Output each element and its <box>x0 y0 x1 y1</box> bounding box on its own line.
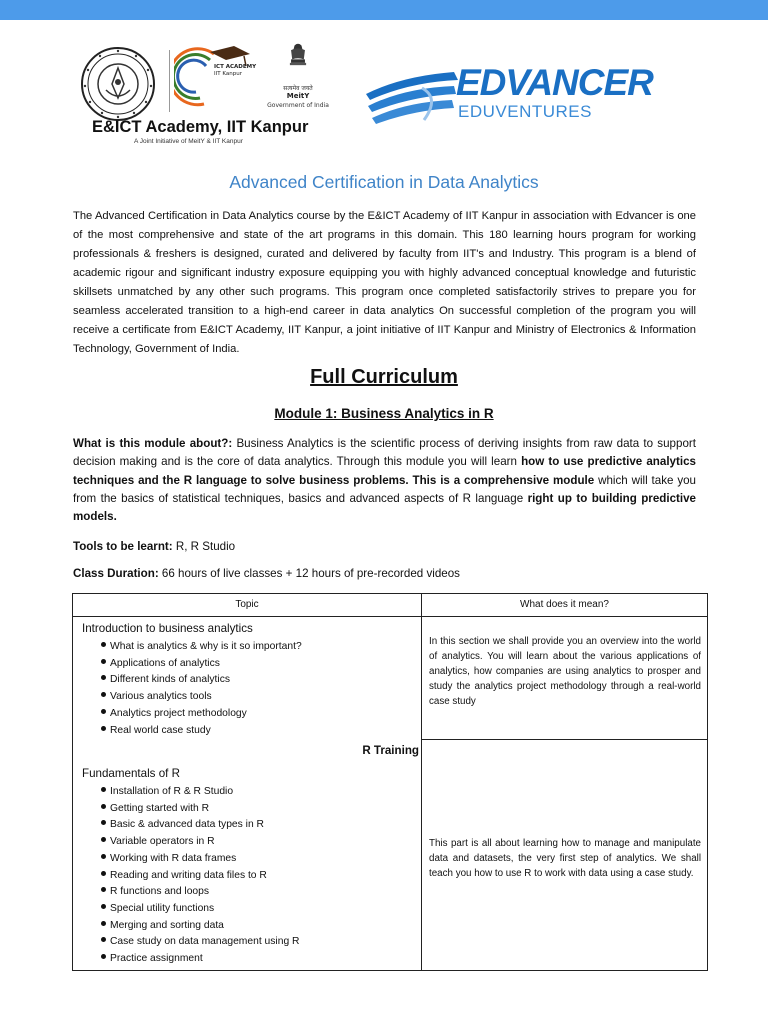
ict-academy-label: ICT ACADEMY <box>214 64 257 70</box>
list-item: What is analytics & why is it so important? <box>101 639 302 656</box>
bullet-icon <box>101 804 106 809</box>
table-header-topic: Topic <box>235 599 259 610</box>
curriculum-table <box>72 593 708 971</box>
about-bold-2: right up to building predictive models. <box>73 491 696 524</box>
bullet-icon <box>101 659 106 664</box>
about-text-2: which will take you from the basics of statistical techniques, basics and advanced aspects of R language <box>73 473 697 505</box>
ict-academy-text <box>214 64 256 78</box>
list-item: Working with R data frames <box>101 851 299 868</box>
eict-logo-group <box>78 40 328 152</box>
meity-label: MeitY <box>286 92 310 100</box>
list-item: Installation of R & R Studio <box>101 784 299 801</box>
list-item: Merging and sorting data <box>101 918 299 935</box>
emblem-motto: सत्यमेव जयते <box>283 85 313 92</box>
bullet-icon <box>101 709 106 714</box>
bullet-icon <box>101 787 106 792</box>
national-emblem-icon <box>268 42 328 86</box>
bullet-icon <box>101 854 106 859</box>
section-list-fundamentals <box>101 784 299 968</box>
list-item: Analytics project methodology <box>101 706 302 723</box>
bullet-icon <box>101 954 106 959</box>
bullet-icon <box>101 726 106 731</box>
section-heading-intro: Introduction to business analytics <box>82 622 253 635</box>
section-heading-fundamentals: Fundamentals of R <box>82 767 180 780</box>
table-header-divider <box>73 616 707 617</box>
list-item: R functions and loops <box>101 884 299 901</box>
bullet-icon <box>101 871 106 876</box>
page-title: Advanced Certification in Data Analytics <box>229 172 539 192</box>
intro-text-end: a joint initiative of IIT Kanpur and Ministry of Electronics & Information Technology, Government of India. <box>73 324 697 355</box>
section-list-intro <box>101 639 302 739</box>
list-item: Special utility functions <box>101 901 299 918</box>
module-about <box>73 435 696 526</box>
bullet-icon <box>101 904 106 909</box>
intro-text-main: The Advanced Certification in Data Analytics course by the E&ICT Academy of IIT Kanpur in association with Edvancer is one of the most comprehensive and state of the art programs in this domain. This 180 learning hours program for working professionals & freshers is designed, curated and delivered by faculty from IIT's and Industry. This program is a blend of academic rigour and significant industry exposure equipping you with highly advanced conceptual knowledge and futuristic skillsets unmatched by any other such programs. This program once completed satisfactorily strives to prepare you for seamless accelerated transition to a high-end career in data analytics On successful completion of the program you will receive a certificate from E&ICT Academy, IIT Kanpur, <box>73 210 696 336</box>
duration-value: 66 hours of live classes + 12 hours of pre-recorded videos <box>158 567 460 580</box>
top-accent-bar <box>0 0 768 20</box>
about-label: What is this module about?: <box>73 437 233 450</box>
list-item: Various analytics tools <box>101 689 302 706</box>
bullet-icon <box>101 937 106 942</box>
academy-name: E&ICT Academy, IIT Kanpur <box>92 118 309 136</box>
list-item: Variable operators in R <box>101 834 299 851</box>
section-description-intro: In this section we shall provide you an overview into the world of analytics. You will learn about the various applications of analytics, how companies are using analytics to prosper and study the analytics project methodology through a real-world case study <box>429 636 701 707</box>
edvancer-name: EDVANCER <box>456 62 653 103</box>
about-bold-1: how to use predictive analytics techniques and the R language to solve business problems. This is a comprehensive module <box>73 455 696 487</box>
module-title: Module 1: Business Analytics in R <box>274 406 494 421</box>
list-item: Real world case study <box>101 723 302 740</box>
list-item: Practice assignment <box>101 951 299 968</box>
list-item: Getting started with R <box>101 801 299 818</box>
about-text-1: Business Analytics is the scientific process of deriving insights from raw data to support decision making and is the core of data analytics. Through this module you will learn <box>73 437 696 469</box>
bullet-icon <box>101 692 106 697</box>
list-item: Reading and writing data files to R <box>101 868 299 885</box>
academy-subtitle: A Joint Initiative of MeitY & IIT Kanpur <box>134 138 243 145</box>
table-header-meaning: What does it mean? <box>520 599 609 610</box>
iit-kanpur-seal-icon <box>80 46 156 122</box>
tools-label: Tools to be learnt: <box>73 540 173 553</box>
duration-line <box>73 567 460 580</box>
list-item: Different kinds of analytics <box>101 672 302 689</box>
bullet-icon <box>101 675 106 680</box>
bullet-icon <box>101 820 106 825</box>
government-label: Government of India <box>267 102 329 109</box>
bullet-icon <box>101 887 106 892</box>
curriculum-heading: Full Curriculum <box>310 366 458 388</box>
logo-divider <box>169 50 170 112</box>
r-training-label: R Training <box>362 744 419 757</box>
tools-value: R, R Studio <box>172 540 236 553</box>
table-column-divider <box>421 594 422 970</box>
ict-kanpur-label: IIT Kanpur <box>214 71 242 77</box>
list-item: Applications of analytics <box>101 656 302 673</box>
list-item: Case study on data management using R <box>101 934 299 951</box>
section-description-fundamentals: This part is all about learning how to manage and manipulate data and datasets, the very first step of analytics. We shall teach you how to use R to work with data using a case study. <box>429 838 701 879</box>
bullet-icon <box>101 642 106 647</box>
duration-label: Class Duration: <box>73 567 159 580</box>
tools-line <box>73 540 235 553</box>
table-row-divider <box>422 739 707 740</box>
bullet-icon <box>101 837 106 842</box>
edvancer-subtitle: EDUVENTURES <box>458 102 592 121</box>
bullet-icon <box>101 921 106 926</box>
intro-paragraph <box>73 207 696 359</box>
list-item: Basic & advanced data types in R <box>101 817 299 834</box>
